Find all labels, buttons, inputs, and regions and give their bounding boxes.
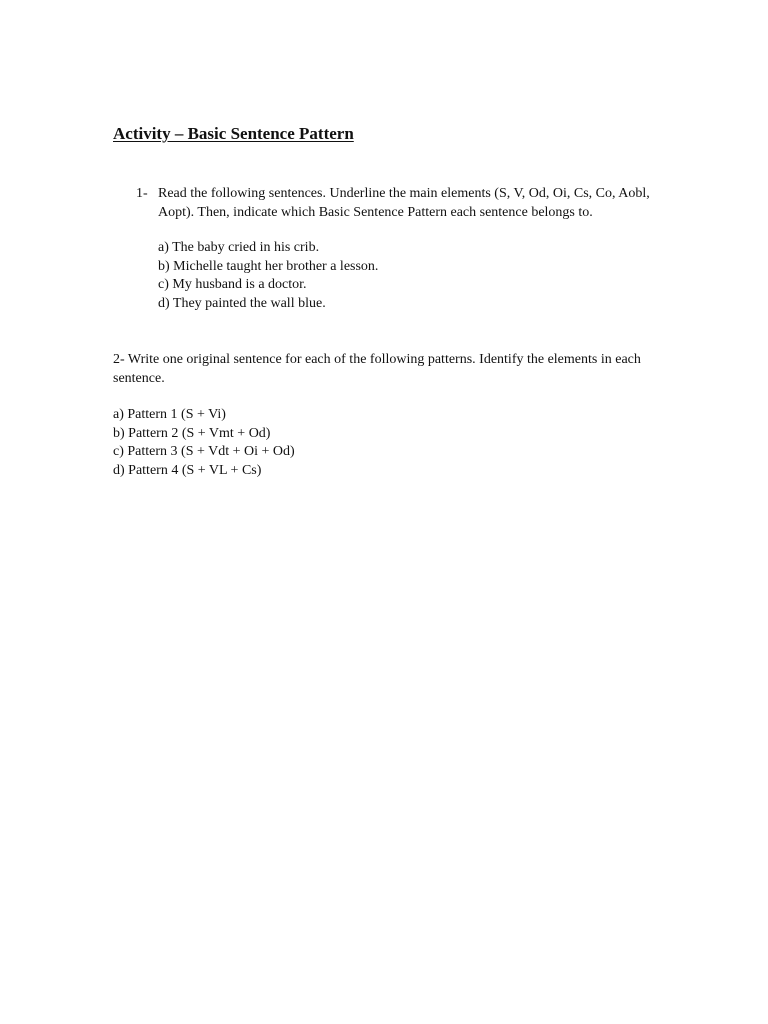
- list-item: b) Pattern 2 (S + Vmt + Od): [113, 425, 271, 441]
- question-1-instructions: Read the following sentences. Underline the main elements (S, V, Od, Oi, Cs, Co, Aobl, Aopt). Then, indicate which Basic Sentence Pattern each sentence belongs to.: [158, 186, 650, 220]
- list-item: c) Pattern 3 (S + Vdt + Oi + Od): [113, 444, 295, 460]
- list-item: a) The baby cried in his crib.: [158, 240, 320, 255]
- page-title: Activity – Basic Sentence Pattern: [113, 124, 354, 143]
- list-item: b) Michelle taught her brother a lesson.: [158, 258, 379, 274]
- list-item: a) Pattern 1 (S + Vi): [113, 407, 226, 422]
- question-2-instructions: 2- Write one original sentence for each of the following patterns. Identify the elements in each sentence.: [113, 352, 641, 386]
- question-1-sentence-list: [158, 239, 378, 313]
- list-item: c) My husband is a doctor.: [158, 277, 307, 293]
- question-1-number: 1-: [136, 186, 148, 201]
- question-2-pattern-list: [113, 406, 295, 480]
- question-1: [136, 184, 656, 222]
- list-item: d) They painted the wall blue.: [158, 295, 326, 311]
- list-item: d) Pattern 4 (S + VL + Cs): [113, 462, 262, 478]
